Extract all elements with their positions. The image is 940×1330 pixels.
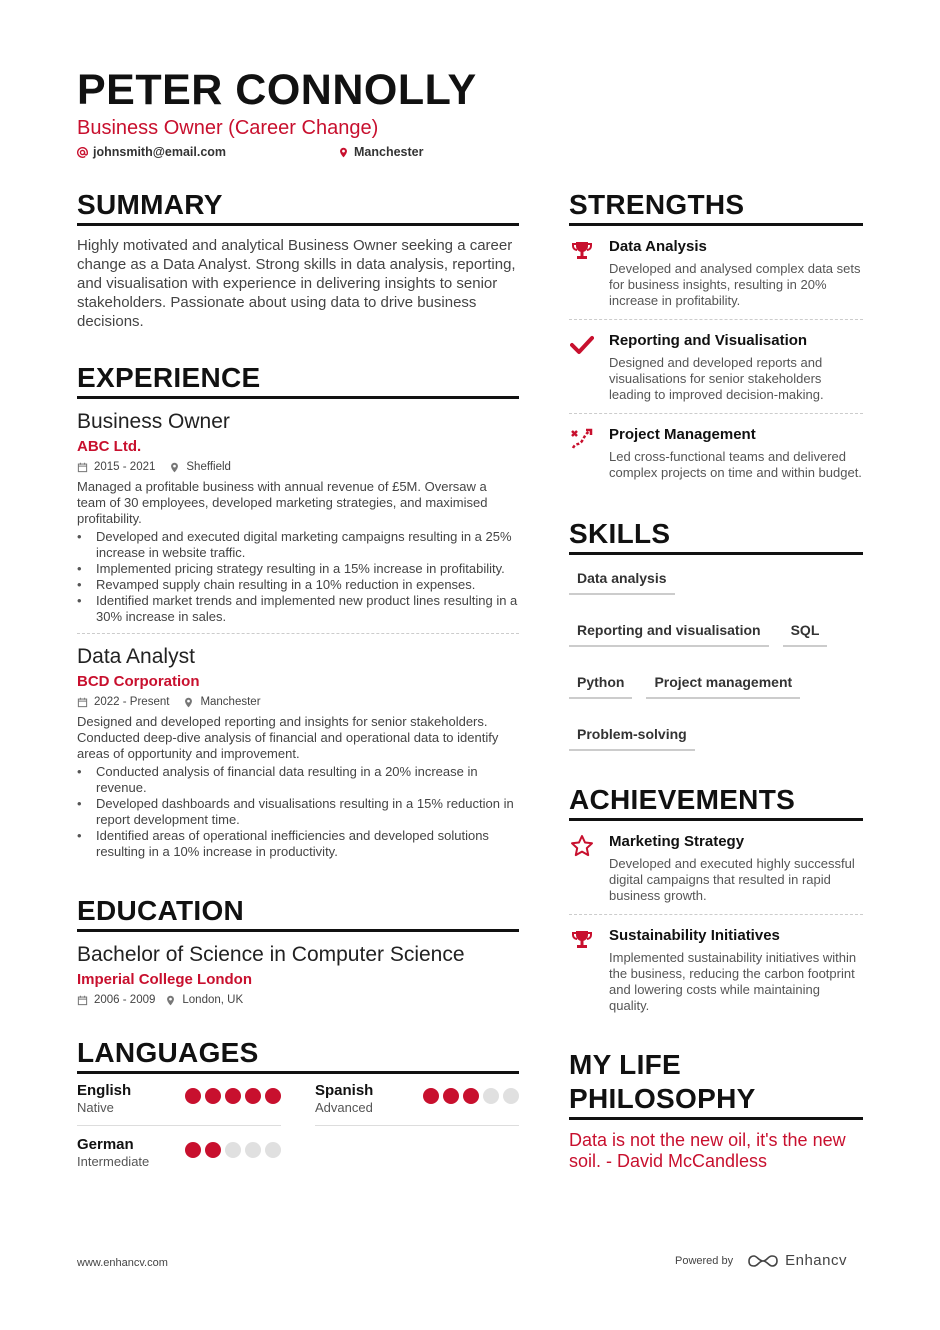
rating-dot-filled <box>185 1142 201 1158</box>
job-bullet: • Identified areas of operational inefficiencies and developed solutions resulting in a 10% increase in productivity. <box>77 828 519 860</box>
brand-logo <box>747 1252 847 1269</box>
strength-title: Reporting and Visualisation <box>609 332 808 349</box>
strength-description: Developed and analysed complex data sets for business insights, resulting in 20% increase in profitability. <box>609 261 861 308</box>
headline: Business Owner (Career Change) <box>77 117 379 139</box>
achievement-title: Marketing Strategy <box>609 833 745 850</box>
summary-section <box>77 188 519 331</box>
strength-item <box>569 226 863 320</box>
footer-website[interactable]: www.enhancv.com <box>77 1257 168 1269</box>
strength-title: Project Management <box>609 426 756 443</box>
achievement-item <box>569 821 863 915</box>
job-bullet: • Identified market trends and implemented new product lines resulting in a 30% increase in sales. <box>77 593 519 625</box>
achievement-description: Developed and executed highly successful digital campaigns that resulted in rapid business growth. <box>609 856 855 903</box>
skills-title: SKILLS <box>569 517 863 555</box>
job-dates-text: 2015 - 2021 <box>94 461 156 473</box>
rating-dot-filled <box>463 1088 479 1104</box>
achievement-item <box>569 915 863 1024</box>
rating-dot-empty <box>503 1088 519 1104</box>
strength-description: Designed and developed reports and visualisations for senior stakeholders leading to improved decision-making. <box>609 355 824 402</box>
contact-location <box>338 145 423 159</box>
strength-item <box>569 320 863 414</box>
rating-dot-filled <box>245 1088 261 1104</box>
achievements-title: ACHIEVEMENTS <box>569 783 863 821</box>
job-location <box>183 696 260 708</box>
job-company: ABC Ltd. <box>77 438 142 455</box>
skill-tag: Project management <box>646 671 800 699</box>
language-name: Spanish <box>315 1082 374 1099</box>
skill-tag: Python <box>569 671 632 699</box>
powered-by-label: Powered by <box>675 1254 734 1267</box>
rating-dot-empty <box>483 1088 499 1104</box>
left-column <box>77 188 519 1190</box>
job-location-text: Sheffield <box>186 461 231 473</box>
strength-description: Led cross-functional teams and delivered complex projects on time and within budget. <box>609 449 862 480</box>
email-text: johnsmith@email.com <box>93 145 227 159</box>
language-name: German <box>77 1136 134 1153</box>
right-column <box>569 188 863 1172</box>
job-title: Data Analyst <box>77 645 195 668</box>
language-level: Advanced <box>315 1100 373 1115</box>
experience-section <box>77 361 519 860</box>
star-icon <box>570 834 594 858</box>
job-bullet: • Developed and executed digital marketing campaigns resulting in a 25% increase in website traffic. <box>77 529 519 561</box>
job-bullet: • Conducted analysis of financial data resulting in a 20% increase in revenue. <box>77 764 519 796</box>
education-location-text: London, UK <box>182 994 244 1006</box>
job-description: Designed and developed reporting and insights for senior stakeholders. Conducted deep-dive analysis of financial and operational data to identify areas of opportunity and improvement. <box>77 714 499 761</box>
job-divider <box>77 633 519 634</box>
skill-tag: Problem-solving <box>569 723 695 751</box>
philosophy-quote: Data is not the new oil, it's the new soil. - David McCandless <box>569 1130 846 1171</box>
languages-section <box>77 1036 519 1190</box>
calendar-icon <box>77 995 88 1006</box>
language-level: Native <box>77 1100 114 1115</box>
language-name: English <box>77 1082 132 1099</box>
check-icon <box>570 333 594 357</box>
strength-item <box>569 414 863 491</box>
calendar-icon <box>77 697 88 708</box>
job-entry <box>77 644 519 860</box>
rating-dot-filled <box>443 1088 459 1104</box>
school-name: Imperial College London <box>77 971 253 988</box>
skills-section <box>569 517 863 751</box>
degree-title: Bachelor of Science in Computer Science <box>77 943 465 966</box>
summary-title: SUMMARY <box>77 188 519 226</box>
job-dates-text: 2022 - Present <box>94 696 170 708</box>
language-item <box>315 1082 519 1126</box>
language-level: Intermediate <box>77 1154 150 1169</box>
language-item <box>77 1082 281 1126</box>
job-title: Business Owner <box>77 410 230 433</box>
at-icon <box>77 147 88 158</box>
rating-dot-filled <box>225 1088 241 1104</box>
job-company: BCD Corporation <box>77 673 200 690</box>
skill-tag: Data analysis <box>569 567 675 595</box>
job-meta <box>77 461 519 473</box>
job-location-text: Manchester <box>200 696 261 708</box>
map-pin-icon <box>169 462 180 473</box>
contact-email[interactable] <box>77 145 226 159</box>
enhancv-logo-icon <box>747 1253 779 1269</box>
location-text: Manchester <box>354 145 424 159</box>
footer-branding[interactable] <box>675 1252 847 1269</box>
skill-tag: SQL <box>783 619 828 647</box>
education-section <box>77 894 519 1006</box>
education-dates-text: 2006 - 2009 <box>94 994 156 1006</box>
skill-tag: Reporting and visualisation <box>569 619 769 647</box>
job-bullet: • Implemented pricing strategy resulting in a 15% increase in profitability. <box>77 561 519 577</box>
education-dates <box>77 994 155 1006</box>
education-location <box>165 994 243 1006</box>
achievement-title: Sustainability Initiatives <box>609 927 780 944</box>
job-location <box>169 461 231 473</box>
education-meta <box>77 994 519 1006</box>
languages-grid <box>77 1082 519 1190</box>
trophy-icon <box>570 239 594 263</box>
education-title: EDUCATION <box>77 894 519 932</box>
rating-dot-filled <box>423 1088 439 1104</box>
map-pin-icon <box>338 147 349 158</box>
languages-title: LANGUAGES <box>77 1036 519 1074</box>
job-entry <box>77 409 519 634</box>
route-icon <box>570 427 594 451</box>
language-rating <box>185 1088 281 1104</box>
job-bullet: • Developed dashboards and visualisations resulting in a 15% reduction in report development time. <box>77 796 519 828</box>
experience-title: EXPERIENCE <box>77 361 519 399</box>
candidate-name: PETER CONNOLLY <box>77 66 477 114</box>
strengths-title: STRENGTHS <box>569 188 863 226</box>
rating-dot-filled <box>265 1088 281 1104</box>
language-item <box>77 1136 281 1180</box>
job-dates <box>77 696 169 708</box>
language-rating <box>185 1142 281 1158</box>
job-bullets <box>77 764 519 860</box>
philosophy-title: MY LIFE PHILOSOPHY <box>569 1048 863 1120</box>
rating-dot-empty <box>225 1142 241 1158</box>
skills-list <box>569 567 863 751</box>
strengths-section <box>569 188 863 491</box>
rating-dot-empty <box>265 1142 281 1158</box>
philosophy-section <box>569 1048 863 1172</box>
brand-name: Enhancv <box>785 1252 847 1269</box>
calendar-icon <box>77 462 88 473</box>
rating-dot-filled <box>205 1088 221 1104</box>
strength-title: Data Analysis <box>609 238 707 255</box>
rating-dot-filled <box>185 1088 201 1104</box>
rating-dot-filled <box>205 1142 221 1158</box>
job-bullet: • Revamped supply chain resulting in a 10% reduction in expenses. <box>77 577 519 593</box>
job-bullets <box>77 529 519 625</box>
job-dates <box>77 461 155 473</box>
trophy-icon <box>570 928 594 952</box>
map-pin-icon <box>183 697 194 708</box>
job-description: Managed a profitable business with annual revenue of £5M. Oversaw a team of 30 employees, developed marketing strategies, and maximised profitability. <box>77 479 488 526</box>
achievement-description: Implemented sustainability initiatives within the business, reducing the carbon footprint and lowering costs while maintaining quality. <box>609 950 857 1013</box>
achievements-section <box>569 783 863 1024</box>
rating-dot-empty <box>245 1142 261 1158</box>
map-pin-icon <box>165 995 176 1006</box>
language-rating <box>423 1088 519 1104</box>
job-meta <box>77 696 519 708</box>
summary-text: Highly motivated and analytical Business Owner seeking a career change as a Data Analyst. Strong skills in data analysis, reporting, and visualisation with experience in delivering insights to senior stakeholders. Passionate about using data to drive business decisions. <box>77 237 516 330</box>
